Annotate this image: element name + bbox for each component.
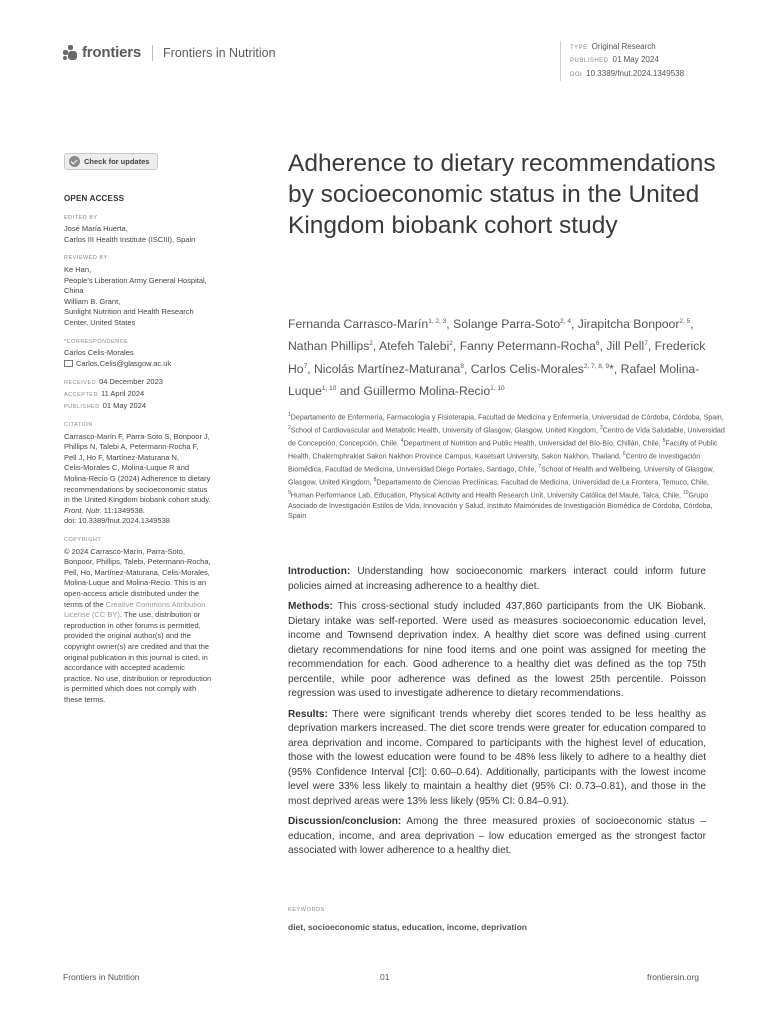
copyright-line: provided the original author(s) and the	[64, 631, 191, 641]
open-access-label: OPEN ACCESS	[64, 194, 125, 203]
abstract-section-label: Methods:	[288, 601, 333, 612]
copyright-section: COPYRIGHT © 2024 Carrasco-Marín, Parra-Soto, Bonpoor, Phillips, Talebi, Petermann-Rocha, Pell, Ho, Martínez-Maturana, Celis-Morales, Molina-Luque and Molina-Recio. This is an open-access article distributed under the terms of the Creative Commons Attribution License (CC BY). The use, distribution or reproduction in other forums is permitted, provided the original author(s) and the copyright owner(s) are credited and that the original publication in this journal is cited, in accordance with accepted academic practice. No use, distribution or reproduction is permitted which does not comply with these terms.	[64, 535, 252, 706]
abstract-section-text: There were significant trends whereby diet scores tended to be less healthy as deprivation markers increased. The diet score trends were greater for education compared to area deprivation and income. Compared to participants with the highest level of education, those with the lowest education were found to be 48% less likely to adhere to a healthy diet (95% Confidence Interval [CI]: 0.60–0.64). Additionally, participants with the lowest income level were 33% less likely to maintain a healthy diet (95% CI: 0.73–0.81), and those in the most deprived areas were 13% less likely (95% CI: 0.84–0.91).	[288, 708, 706, 807]
author-affiliation-marker: 1, 10	[321, 385, 337, 393]
correspondence-name: Carlos Celis-Morales	[64, 348, 134, 358]
affiliation-number: 8	[373, 476, 377, 483]
affiliation-number: 10	[682, 489, 689, 496]
edited-by-section: EDITED BY José María Huerta, Carlos III Health Institute (ISCIII), Spain	[64, 213, 252, 246]
author-name[interactable]: Solange Parra-Soto	[453, 317, 561, 332]
copyright-license-line-2: License (CC BY). The use, distribution or	[64, 610, 201, 620]
author-separator: ,	[690, 317, 694, 332]
author-separator: ,	[599, 339, 607, 354]
doi-line: DOI 10.3389/fnut.2024.1349538	[570, 68, 685, 78]
frontiers-logo[interactable]	[63, 44, 276, 61]
author-name[interactable]: Nathan Phillips	[288, 339, 370, 354]
author-affiliation-marker: 2, 5	[679, 318, 691, 325]
article-title: Adherence to dietary recommendations by socioeconomic status in the United Kingdom biobank cohort study	[288, 150, 716, 239]
footer-journal: Frontiers in Nutrition	[63, 972, 140, 982]
frontiers-logo-icon	[63, 45, 78, 60]
check-for-updates-label: Check for updates	[84, 157, 150, 166]
author-separator: ,	[372, 339, 380, 354]
copyright-line: Molina-Luque and Molina-Recio. This is an	[64, 578, 207, 588]
citation-text	[64, 432, 252, 506]
logo-wordmark: frontiers	[82, 44, 142, 61]
author-affiliation-marker: 6	[595, 340, 600, 348]
accepted-date: 11 April 2024	[100, 388, 145, 398]
author-name[interactable]: Jill Pell	[606, 339, 645, 354]
citation-line: Pell J, Ho F, Martínez-Maturana N,	[64, 452, 180, 462]
author-separator: *,	[609, 361, 621, 376]
article-type: Original Research	[591, 42, 656, 51]
copyright-line: Bonpoor, Phillips, Talebi, Petermann-Rocha,	[64, 557, 211, 567]
check-for-updates-button[interactable]	[64, 153, 158, 170]
reviewed-by-list	[64, 265, 252, 329]
affiliation-text: Department of Nutrition and Public Health, Universidad del Bío-Bío, Chillán, Chile,	[403, 439, 663, 448]
copyright-line: accordance with accepted academic	[64, 663, 185, 673]
author-separator: ,	[647, 339, 655, 354]
citation-section: CITATION Carrasco-Marín F, Parra-Soto S, Bonpoor J, Phillips N, Talebi A, Petermann-Rocha F, Pell J, Ho F, Martínez-Maturana N, Celis-Morales C, Molina-Luque R and Molina-Recio G (2024) Adherence to dietary recommendations by socioeconomic status in the United Kingdom biobank cohort study. Front. Nutr. 11:1349538. doi: 10.3389/fnut.2024.1349538	[64, 420, 252, 527]
abstract-paragraph	[288, 815, 706, 859]
affiliation-number: 6	[622, 450, 626, 457]
author-affiliation-marker: 2, 7, 8, 9	[583, 362, 610, 370]
affiliations	[288, 410, 728, 522]
author-name[interactable]: Nicolás Martínez-Maturana	[314, 361, 461, 376]
affiliation-number: 9	[288, 489, 291, 496]
abstract-section-label: Introduction:	[288, 566, 351, 577]
affiliation-text: Departamento de Ciencias Preclínicas, Facultad de Medicina, Universidad de La Frontera, Temuco, Chile,	[376, 478, 710, 487]
affiliation-number: 1	[288, 412, 291, 418]
citation-doi[interactable]: doi: 10.3389/fnut.2024.1349538	[64, 516, 170, 526]
reviewer-line: Center, United States	[64, 317, 136, 327]
abstract-section-label: Results:	[288, 708, 328, 720]
logo-divider	[152, 45, 153, 61]
reviewer-line: Ke Han,	[64, 264, 92, 274]
author-name[interactable]: Fanny Petermann-Rocha	[459, 339, 596, 354]
check-icon	[69, 156, 80, 167]
affiliation-text: Centro de Vida Saludable, Universidad de Concepción, Concepción, Chile,	[288, 426, 725, 448]
received-line: RECEIVED 04 December 2023	[64, 377, 163, 387]
published-date-sidebar: 01 May 2024	[102, 400, 147, 410]
abstract-paragraph	[288, 708, 706, 810]
abstract-paragraph	[288, 600, 706, 702]
author-separator: and	[336, 384, 364, 399]
article-sidebar	[64, 194, 252, 714]
mail-icon	[64, 360, 73, 367]
author-affiliation-marker: 2, 4	[560, 318, 571, 325]
copyright-line: original publication in this journal is cited, in	[64, 652, 208, 662]
copyright-line: copyright owner(s) are credited and that the	[64, 641, 210, 651]
accepted-line: ACCEPTED 11 April 2024	[64, 388, 145, 398]
journal-name: Frontiers in Nutrition	[163, 45, 276, 60]
affiliation-text: Centro de Investigación Biomédica, Facultad de Medicina, Universidad Diego Portales, Santiago, Chile,	[288, 452, 701, 474]
copyright-line: these terms.	[64, 694, 106, 704]
reviewed-by-section: REVIEWED BY Ke Han, People's Liberation Army General Hospital, China William B. Grant, Sunlight Nutrition and Health Research Center, United States	[64, 253, 252, 328]
keywords: diet, socioeconomic status, education, income, deprivation	[288, 922, 527, 932]
doi-link[interactable]: 10.3389/fnut.2024.1349538	[586, 68, 685, 78]
author-name[interactable]: Jirapitcha Bonpoor	[577, 317, 680, 332]
citation-line: Phillips N, Talebi A, Petermann-Rocha F,	[64, 442, 199, 452]
reviewer-line: China	[64, 286, 84, 296]
published-date: 01 May 2024	[612, 55, 659, 65]
author-name[interactable]: Fernanda Carrasco-Marín	[288, 317, 429, 332]
author-name[interactable]: Atefeh Talebi	[379, 339, 450, 354]
copyright-text	[64, 547, 252, 600]
author-name[interactable]: Guillermo Molina-Recio	[363, 384, 491, 399]
author-separator: ,	[463, 361, 471, 376]
copyright-line: © 2024 Carrasco-Marín, Parra-Soto,	[64, 546, 185, 556]
author-affiliation-marker: 7	[644, 340, 648, 348]
published-line-sidebar: PUBLISHED 01 May 2024	[64, 400, 147, 410]
published-line: PUBLISHED 01 May 2024	[570, 55, 659, 65]
affiliation-text: School of Cardiovascular and Metabolic Health, University of Glasgow, Glasgow, United Kingdom,	[290, 426, 600, 435]
abstract-paragraph	[288, 565, 706, 594]
keywords-heading: KEYWORDS	[288, 907, 325, 913]
abstract-section-text: Among the three measured proxies of socioeconomic status – education, income, and area deprivation – low education emerged as the strongest factor associated with lower adherence to a healthy diet.	[288, 816, 706, 856]
affiliation-number: 7	[538, 463, 542, 470]
affiliation-number: 2	[288, 424, 291, 431]
author-separator: ,	[570, 317, 578, 332]
received-date: 04 December 2023	[99, 377, 163, 387]
page-number: 01	[380, 972, 390, 982]
copyright-line: practice. No use, distribution or reproduction	[64, 673, 212, 683]
cc-license-link-2[interactable]: License (CC BY)	[64, 610, 120, 620]
citation-line: in the United Kingdom biobank cohort study.	[64, 495, 211, 505]
affiliation-text: Grupo Asociado de Investigación Estilos de Vida, Innovación y Salud, Instituto Maimónides de Investigación Biomédica de Córdoba, Córdoba, Spain	[288, 491, 713, 521]
copyright-line: Pell, Ho, Martínez-Maturana, Celis-Morales,	[64, 567, 210, 577]
copyright-text-2	[64, 621, 252, 706]
author-list	[288, 312, 728, 401]
affiliation-text: School of Health and Wellbeing, University of Glasgow, Glasgow, United Kingdom,	[288, 465, 715, 487]
abstract-section-label: Discussion/conclusion:	[288, 816, 402, 827]
author-affiliation-marker: 1, 10	[490, 385, 505, 393]
article-meta	[560, 41, 684, 81]
reviewer-line: William B. Grant,	[64, 296, 121, 306]
author-name[interactable]: Frederick Ho	[288, 339, 706, 376]
copyright-license-line-1: terms of the Creative Commons Attribution	[64, 599, 206, 609]
author-affiliation-marker: 2	[369, 340, 373, 348]
citation-journal-line: Front. Nutr. 11:1349538.	[64, 505, 145, 515]
author-affiliation-marker: 8	[460, 362, 464, 370]
dates-section	[64, 377, 252, 412]
correspondence-section: *CORRESPONDENCE Carlos Celis-Morales Carlos.Celis@glasgow.ac.uk	[64, 337, 252, 370]
abstract	[288, 565, 706, 865]
citation-line: Molina-Recio G (2024) Adherence to dietary	[64, 474, 211, 484]
edited-by-list	[64, 224, 252, 245]
author-name[interactable]: Rafael Molina-Luque	[288, 361, 700, 399]
affiliation-text: Human Performance Lab, Education, Physical Activity and Health Research Unit, University Católica del Maule, Talca, Chile,	[290, 491, 683, 500]
reviewer-line: Sunlight Nutrition and Health Research	[64, 307, 194, 317]
editor-line: José María Huerta,	[64, 224, 128, 234]
cc-license-link[interactable]: Creative Commons Attribution	[105, 599, 206, 609]
author-separator: ,	[446, 317, 454, 332]
citation-line: Carrasco-Marín F, Parra-Soto S, Bonpoor J,	[64, 431, 210, 441]
affiliation-number: 4	[400, 437, 404, 444]
abstract-section-text: This cross-sectional study included 437,860 participants from the UK Biobank. Dietary intake was self-reported. Were used as measures socioeconomic education level, income and Townsend deprivation index. A healthy diet score was defined using current dietary recommendations for nine food items and one point was assigned for meeting the recommendation for each. Good adherence to a healthy diet was defined as the top 75th percentile, while poor adherence was defined as the lowest 25th percentile. Poisson regression was used to investigate adherence to dietary recommendations.	[288, 601, 706, 699]
affiliation-text: Departamento de Enfermería, Farmacología y Fisioterapia, Facultad de Medicina y Enfermería, Universidad de Córdoba, Córdoba, Spain,	[290, 413, 724, 422]
author-affiliation-marker: 7	[303, 362, 308, 370]
correspondence-email-line	[64, 359, 252, 370]
copyright-line: open-access article distributed under the	[64, 589, 200, 598]
correspondence-email[interactable]: Carlos.Celis@glasgow.ac.uk	[76, 358, 172, 368]
abstract-section-text: Understanding how socioeconomic markers interact could inform future policies aimed at increasing adherence to a healthy diet.	[288, 566, 706, 592]
affiliation-number: 5	[662, 437, 666, 444]
affiliation-text: Faculty of Public Health, Chalermphrakiat Sakon Nakhon Province Campus, Kasetsart University, Sakon Nakhon, Thailand,	[288, 439, 718, 461]
author-affiliation-marker: 1, 2, 3	[428, 318, 447, 325]
footer-site-link[interactable]: frontiersin.org	[647, 972, 699, 982]
author-name[interactable]: Carlos Celis-Morales	[470, 361, 584, 376]
copyright-line: is permitted which does not comply with	[64, 684, 197, 694]
author-affiliation-marker: 2	[449, 340, 453, 348]
affiliation-number: 3	[599, 424, 603, 431]
author-separator: ,	[307, 361, 314, 376]
citation-line: recommendations by socioeconomic status	[64, 484, 208, 494]
copyright-line: reproduction in other forums is permitted,	[64, 620, 201, 630]
citation-line: Celis-Morales C, Molina-Luque R and	[64, 463, 190, 473]
article-type-line: TYPE Original Research	[570, 42, 656, 51]
editor-line: Carlos III Health Institute (ISCIII), Spain	[64, 234, 196, 244]
author-separator: ,	[452, 339, 460, 354]
reviewer-line: People's Liberation Army General Hospital,	[64, 275, 207, 285]
